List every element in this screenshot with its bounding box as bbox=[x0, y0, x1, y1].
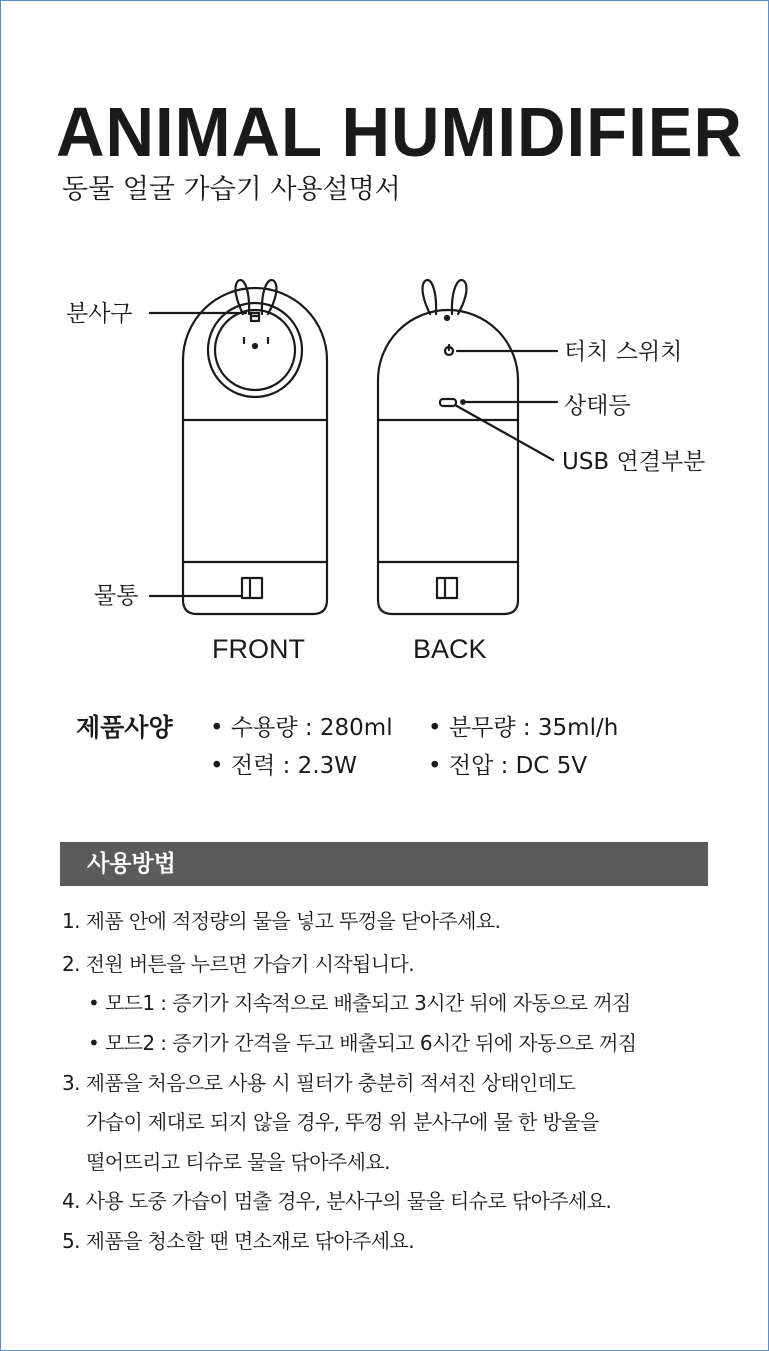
instruction-line: • 모드2 : 증기가 간격을 두고 배출되고 6시간 뒤에 자동으로 꺼짐 bbox=[88, 1031, 637, 1055]
spec-power: • 전력 : 2.3W bbox=[210, 753, 358, 779]
front-unit-illustration bbox=[183, 280, 327, 614]
spec-voltage: • 전압 : DC 5V bbox=[428, 753, 588, 779]
instruction-line: • 모드1 : 증기가 지속적으로 배출되고 3시간 뒤에 자동으로 꺼짐 bbox=[88, 991, 631, 1015]
instruction-line: 5. 제품을 청소할 땐 면소재로 닦아주세요. bbox=[62, 1229, 414, 1253]
leader-lines bbox=[150, 313, 557, 596]
back-unit-illustration bbox=[378, 280, 518, 614]
usage-title: 사용방법 bbox=[87, 851, 176, 877]
label-back-view: BACK bbox=[413, 634, 487, 664]
label-touch-switch: 터치 스위치 bbox=[564, 339, 683, 365]
instruction-line: 3. 제품을 처음으로 사용 시 필터가 충분히 적셔진 상태인데도 bbox=[62, 1071, 576, 1095]
instruction-line: 1. 제품 안에 적정량의 물을 넣고 뚜껑을 닫아주세요. bbox=[62, 909, 501, 933]
label-status-light: 상태등 bbox=[564, 393, 631, 419]
label-tank: 물통 bbox=[94, 583, 139, 609]
spec-spray: • 분무량 : 35ml/h bbox=[428, 715, 619, 741]
label-nozzle: 분사구 bbox=[66, 301, 133, 327]
instruction-line: 가습이 제대로 되지 않을 경우, 뚜껑 위 분사구에 물 한 방울을 bbox=[86, 1110, 599, 1134]
usage-section-header bbox=[60, 842, 708, 886]
label-front-view: FRONT bbox=[212, 634, 305, 664]
spec-capacity: • 수용량 : 280ml bbox=[210, 715, 393, 741]
instruction-line: 2. 전원 버튼을 누르면 가습기 시작됩니다. bbox=[62, 952, 414, 976]
page-subtitle: 동물 얼굴 가습기 사용설명서 bbox=[62, 174, 401, 205]
instruction-line: 떨어뜨리고 티슈로 물을 닦아주세요. bbox=[86, 1150, 390, 1174]
page-title: ANIMAL HUMIDIFIER bbox=[56, 93, 744, 171]
instruction-line: 4. 사용 도중 가습이 멈출 경우, 분사구의 물을 티슈로 닦아주세요. bbox=[62, 1189, 612, 1213]
spec-title: 제품사양 bbox=[76, 713, 173, 742]
label-usb-port: USB 연결부분 bbox=[562, 449, 706, 475]
